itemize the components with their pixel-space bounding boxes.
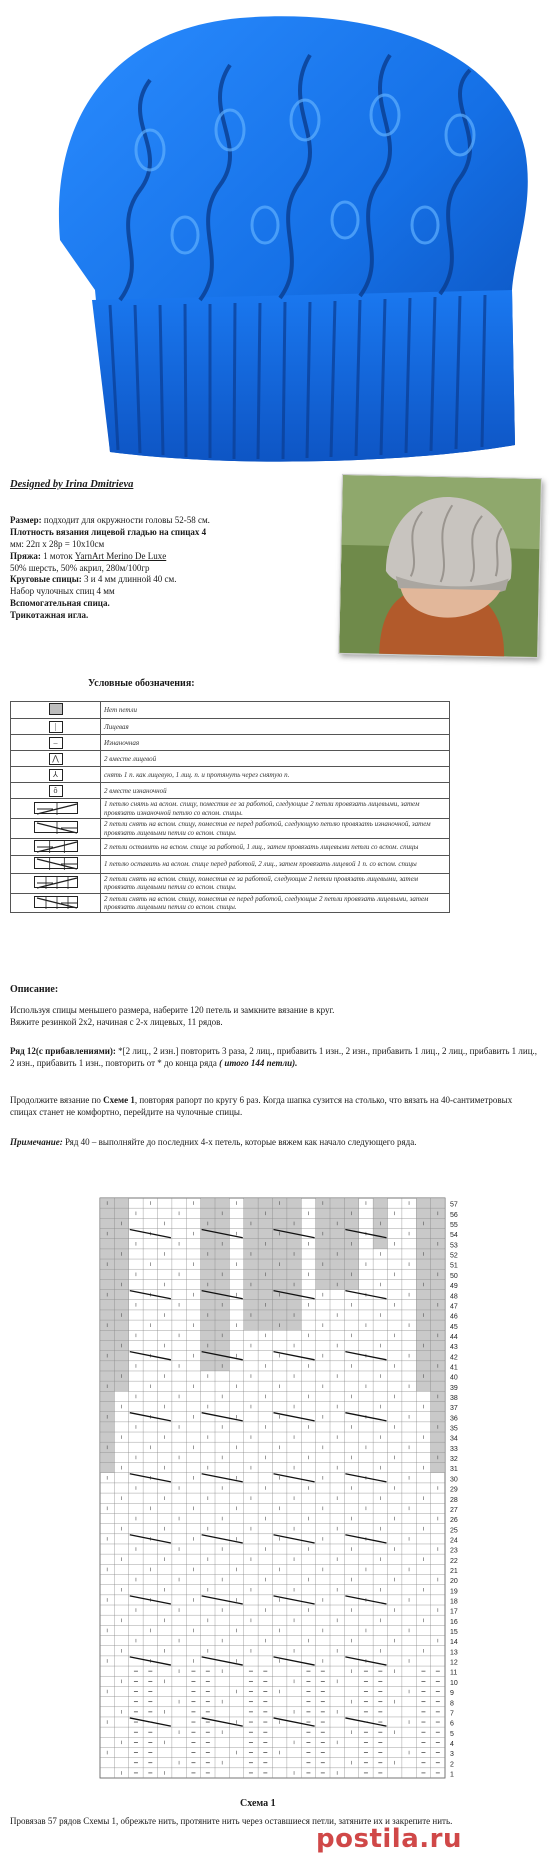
legend-row: [11, 873, 450, 893]
row-number-label: 7: [450, 1710, 454, 1718]
row-number-label: 48: [450, 1293, 458, 1301]
row-number-label: 50: [450, 1272, 458, 1280]
legend-row: [11, 819, 450, 839]
stitch-symbol-icon: –: [49, 737, 63, 749]
legend-symbol-cell: [11, 783, 101, 799]
no-stitch-cell: [316, 1208, 359, 1218]
size-value: подходит для окружности головы 52-58 см.: [43, 515, 210, 525]
row-number-label: 5: [450, 1730, 454, 1738]
hat-illustration: [0, 0, 550, 470]
tapestry-needle-line: Трикотажная игла.: [10, 610, 89, 620]
row-number-label: 32: [450, 1456, 458, 1464]
row-number-label: 6: [450, 1720, 454, 1728]
legend-description: 1 петлю оставить на вспом. спице перед работой, 2 лиц., затем провязать лицевой 1 п. со вспом. спицы: [101, 856, 450, 873]
legend-description: Лицевая: [101, 719, 450, 735]
row-number-label: 15: [450, 1629, 458, 1637]
chart-caption: Схема 1: [240, 1798, 276, 1809]
scheme-ref: Схеме 1: [103, 1095, 135, 1105]
legend-title: Условные обозначения:: [88, 678, 195, 689]
legend-description: снять 1 п. как лицевую, 1 лиц. п. и протянуть через снятую п.: [101, 767, 450, 783]
legend-symbol-cell: [11, 767, 101, 783]
row-number-label: 41: [450, 1364, 458, 1372]
no-stitch-cell: [100, 1402, 114, 1412]
spec-block: [10, 515, 330, 622]
no-stitch-cell: [316, 1259, 359, 1269]
stitch-symbol-icon: |: [49, 721, 63, 733]
row-number-label: 57: [450, 1201, 458, 1209]
paragraph-cast-on: [10, 1004, 538, 1028]
row-number-label: 23: [450, 1547, 458, 1555]
row-number-label: 51: [450, 1262, 458, 1270]
note-text: Ряд 40 – выполняйте до последних 4-х петель, которые вяжем как начало следующего ряда.: [65, 1137, 417, 1147]
row-number-label: 18: [450, 1598, 458, 1606]
legend-description: 2 петли снять на вспом. спицу, поместив ее перед работой, следующую петлю провязать изнаночной, затем провязать лицевыми петли со вспом. спицы.: [101, 819, 450, 839]
row-number-label: 29: [450, 1486, 458, 1494]
legend-description: 2 вместе изнаночной: [101, 783, 450, 799]
legend-table: [10, 701, 450, 913]
row-number-label: 45: [450, 1323, 458, 1331]
gauge-label: Плотность вязания лицевой гладью на спицах 4: [10, 526, 207, 537]
legend-row: [11, 856, 450, 873]
row-number-label: 3: [450, 1751, 454, 1759]
row-number-label: 56: [450, 1211, 458, 1219]
row-number-label: 8: [450, 1700, 454, 1708]
no-stitch-cell: [431, 1442, 445, 1452]
final-instructions: Провязав 57 рядов Схемы 1, обрежьте нить, протяните нить через оставшиеся петли, затяните их и закрепите нить.: [10, 1816, 453, 1826]
continue-text-a: Продолжите вязание по: [10, 1095, 101, 1105]
legend-row: [11, 799, 450, 819]
row-number-label: 37: [450, 1405, 458, 1413]
no-stitch-cell: [373, 1198, 387, 1208]
cable-cross-icon: [34, 821, 78, 833]
row-number-label: 55: [450, 1222, 458, 1230]
paragraph-row-12: [10, 1045, 538, 1069]
no-stitch-cell: [431, 1412, 445, 1422]
row-number-label: 28: [450, 1496, 458, 1504]
note-label: Примечание:: [10, 1137, 63, 1147]
yarn-composition: 50% шерсть, 50% акрил, 280м/100гр: [10, 562, 150, 573]
legend-symbol-cell: [11, 893, 101, 913]
legend-row: [11, 702, 450, 719]
knitting-chart-svg: [0, 1170, 550, 1790]
no-stitch-cell: [316, 1239, 359, 1249]
row-number-label: 25: [450, 1527, 458, 1535]
row-number-label: 11: [450, 1669, 458, 1677]
row-number-label: 40: [450, 1374, 458, 1382]
legend-description: 2 вместе лицевой: [101, 751, 450, 767]
row-number-label: 53: [450, 1242, 458, 1250]
legend-symbol-cell: [11, 838, 101, 855]
row-number-label: 54: [450, 1232, 458, 1240]
needles-value: 3 и 4 мм длинной 40 см.: [84, 574, 177, 585]
legend-description: Изнаночная: [101, 735, 450, 751]
legend-row: [11, 767, 450, 783]
row-number-label: 27: [450, 1506, 458, 1514]
row-number-label: 4: [450, 1740, 454, 1748]
no-stitch-cell: [431, 1402, 445, 1412]
stitch-symbol-icon: ⋀: [49, 753, 63, 765]
stitch-symbol-icon: [49, 703, 63, 715]
row-number-label: 19: [450, 1588, 458, 1596]
legend-description: 2 петли оставить на вспом. спице за работой, 1 лиц., затем провязать лицевыми петли со вспом. спицы: [101, 838, 450, 855]
continue-text-b: , повторяя рапорт по кругу 6 раз. Когда шапка сузится на столько, что вязать на 40-сантиметровых спицах станет не комфортно, перейдите на чулочные спицы.: [10, 1095, 513, 1118]
legend-row: [11, 783, 450, 799]
no-stitch-cell: [316, 1269, 359, 1279]
row-number-label: 34: [450, 1435, 458, 1443]
description-heading: Описание:: [10, 984, 59, 995]
row-number-label: 24: [450, 1537, 458, 1545]
yarn-line: [10, 551, 330, 563]
watermark: [316, 1824, 462, 1854]
row-number-label: 35: [450, 1425, 458, 1433]
cable-cross-icon: [34, 857, 78, 869]
no-stitch-cell: [100, 1452, 114, 1462]
hat-photo: [0, 0, 550, 470]
row-number-label: 16: [450, 1618, 458, 1626]
row-number-label: 10: [450, 1679, 458, 1687]
no-stitch-cell: [100, 1432, 114, 1442]
stitch-symbol-icon: ô: [49, 785, 63, 797]
row-number-label: 26: [450, 1517, 458, 1525]
row-number-label: 22: [450, 1557, 458, 1565]
no-stitch-cell: [100, 1391, 114, 1401]
row-number-label: 30: [450, 1476, 458, 1484]
row-number-label: 2: [450, 1761, 454, 1769]
no-stitch-cell: [373, 1208, 387, 1218]
needles-line: [10, 574, 330, 586]
row-number-label: 36: [450, 1415, 458, 1423]
cast-on-text: Используя спицы меньшего размера, наберите 120 петель и замкните вязание в круг.: [10, 1005, 335, 1015]
row-12-label: Ряд 12(с прибавлениями):: [10, 1046, 116, 1056]
yarn-link[interactable]: YarnArt Merino De Luxe: [74, 550, 167, 561]
model-photo: [338, 474, 542, 658]
row-number-label: 13: [450, 1649, 458, 1657]
gauge-value: мм: 22п х 28р = 10х10см: [10, 538, 105, 549]
row-number-label: 52: [450, 1252, 458, 1260]
cable-cross-icon: [34, 876, 78, 888]
row-number-label: 33: [450, 1445, 458, 1453]
row-number-label: 44: [450, 1333, 458, 1341]
row-number-label: 49: [450, 1283, 458, 1291]
no-stitch-cell: [431, 1432, 445, 1442]
legend-description: Нет петли: [101, 702, 450, 719]
legend-description: 2 петли снять на вспом. спицу, поместив ее за работой, следующие 2 петли провязать лицевыми, затем провязать лицевыми петли со вспом. спицы.: [101, 873, 450, 893]
cable-cross-icon: [34, 896, 78, 908]
row-number-label: 39: [450, 1384, 458, 1392]
legend-row: [11, 735, 450, 751]
legend-symbol-cell: [11, 751, 101, 767]
cable-cross-icon: [34, 840, 78, 852]
no-stitch-cell: [100, 1463, 114, 1473]
yarn-value-1: 1 моток: [43, 550, 73, 561]
size-label: Размер:: [10, 515, 42, 525]
no-stitch-cell: [100, 1422, 114, 1432]
row-number-label: 20: [450, 1578, 458, 1586]
cable-cross-icon: [34, 802, 78, 814]
stitch-symbol-icon: ⅄: [49, 769, 63, 781]
row-number-label: 43: [450, 1344, 458, 1352]
legend-symbol-cell: [11, 735, 101, 751]
legend-row: [11, 751, 450, 767]
ribbing-text: Вяжите резинкой 2х2, начиная с 2-х лицевых, 11 рядов.: [10, 1017, 223, 1028]
row-number-label: 21: [450, 1567, 458, 1575]
legend-row: [11, 838, 450, 855]
row-number-label: 12: [450, 1659, 458, 1667]
row-number-label: 31: [450, 1466, 458, 1474]
dpn-line: Набор чулочных спиц 4 мм: [10, 586, 115, 597]
row-number-label: 9: [450, 1690, 454, 1698]
legend-symbol-cell: [11, 873, 101, 893]
no-stitch-cell: [431, 1463, 445, 1473]
row-number-label: 38: [450, 1395, 458, 1403]
legend-description: 2 петли снять на вспом. спицу, поместив ее перед работой, следующие 2 петли провязать лицевыми, затем провязать лицевыми петли со вспом. спицы.: [101, 893, 450, 913]
row-number-label: 46: [450, 1313, 458, 1321]
row-number-label: 17: [450, 1608, 458, 1616]
paragraph-note: [10, 1136, 538, 1148]
cable-needle-line: Вспомогательная спица.: [10, 598, 110, 609]
row-12-text: *[2 лиц., 2 изн.] повторить 3 раза, 2 лиц., прибавить 1 изн., 2 изн., прибавить 1 лиц., 2 лиц., прибавить 1 лиц., 2 изн., прибавить 1 изн., повторить от * до конца ряда: [10, 1046, 538, 1069]
legend-symbol-cell: [11, 799, 101, 819]
size-line: [10, 515, 330, 527]
legend-symbol-cell: [11, 856, 101, 873]
model-photo-illustration: [339, 475, 542, 658]
needles-label: Круговые спицы:: [10, 574, 82, 585]
legend-symbol-cell: [11, 702, 101, 719]
yarn-label: Пряжа:: [10, 550, 41, 561]
designer-credit: Designed by Irina Dmitrieva: [10, 479, 134, 490]
row-number-label: 42: [450, 1354, 458, 1362]
row-number-label: 14: [450, 1639, 458, 1647]
row-12-total: ( итого 144 петли).: [219, 1058, 298, 1069]
legend-symbol-cell: [11, 719, 101, 735]
row-number-label: 1: [450, 1771, 454, 1779]
legend-symbol-cell: [11, 819, 101, 839]
legend-row: [11, 893, 450, 913]
legend-description: 1 петлю снять на вспом. спицу, поместив ее за работой, следующие 2 петли провязать лицевыми, затем провязать изнаночной петлю со вспом. спицы.: [101, 799, 450, 819]
no-stitch-cell: [373, 1239, 387, 1249]
paragraph-continue: [10, 1094, 538, 1118]
knitting-chart: [0, 1170, 550, 1790]
watermark-text: postila.ru: [316, 1824, 462, 1854]
row-number-label: 47: [450, 1303, 458, 1311]
legend-row: [11, 719, 450, 735]
no-stitch-cell: [316, 1198, 359, 1208]
no-stitch-cell: [316, 1229, 359, 1239]
